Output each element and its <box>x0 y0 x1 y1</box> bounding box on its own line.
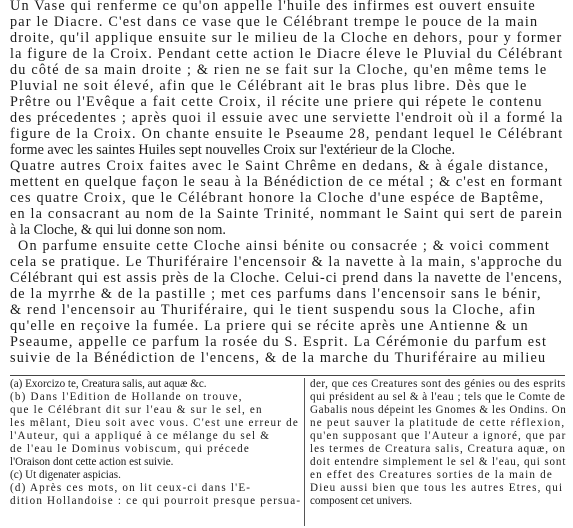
footnote-line: (d) Après ces mots, on lit ceux-ci dans l'E- <box>10 482 252 494</box>
text-line: suivie de la Bénédiction de l'encens, & de la marche du Thuriféraire au milieu <box>10 350 547 366</box>
text-line: cela se pratique. Le Thuriféraire l'encensoir & la navette à la main, s'approche du <box>10 254 563 270</box>
text-line: par le Diacre. C'est dans ce vase que le Célébrant trempe le pouce de la main <box>10 14 539 30</box>
footnote-line: l'Oraison dont cette action est suivie. <box>10 456 174 468</box>
footnote-line: de l'eau le Dominus vobiscum, qui précede <box>10 443 251 455</box>
text-line: Célébrant qui est assis près de la Cloche. Celui-ci prend dans la navette de l'encens, <box>10 270 563 286</box>
footnote-line: (a) Exorcizo te, Creatura salis, aut aquæ &c. <box>10 378 207 390</box>
text-line: Pseaume, appelle ce parfum la rosée du S. Esprit. La Cérémonie du parfum est <box>10 334 548 350</box>
footnote-line: (b) Dans l'Edition de Hollande on trouve, <box>10 391 243 403</box>
text-line: de la myrrhe & de la pastille ; met ces parfums dans l'encensoir sans le bénir, <box>10 286 542 302</box>
footnote-rule <box>10 375 565 376</box>
text-line: forme avec les saintes Huiles sept nouvelles Croix sur l'extérieur de la Cloche. <box>10 142 455 158</box>
text-line: à la Cloche, & qui lui donne son nom. <box>10 222 226 238</box>
footnote-line: qu'en supposant que l'Auteur a ignoré, que par <box>310 430 567 442</box>
footnote-line: que le Célébrant dit sur l'eau & sur le sel, en <box>10 404 263 416</box>
text-line: du côté de sa main droite ; & rien ne se fait sur la Cloche, qu'en même tems le <box>10 62 548 78</box>
text-line: & rend l'encensoir au Thuriféraire, qui le tient suspendu sous la Cloche, afin <box>10 302 537 318</box>
footnote-line: en effet des Creatures sorties de la main de <box>310 469 553 481</box>
footnote-line: der, que ces Creatures sont des génies ou des esprits <box>310 378 566 390</box>
text-line: qu'elle en reçoive la fumée. La priere qui se récite après une Antienne & un <box>10 318 529 334</box>
footnote-line: qui président au sel & à l'eau ; tels que le Comte de <box>310 391 566 403</box>
footnote-line: Dieu aussi bien que tous les autres Etres, qui <box>310 482 564 494</box>
footnote-line: dition Hollandoise : ce qui pourroit presque persua- <box>10 495 302 507</box>
footnote-line: Gabalis nous dépeint les Gnomes & les Ondins. On <box>310 404 567 416</box>
column-divider <box>304 378 305 526</box>
text-line: figure de la Croix. On chante ensuite le Pseaume 28, pendant lequel le Célébrant <box>10 126 564 142</box>
footnote-line: ne peut sauver la platitude de cette réflexion, <box>310 417 566 429</box>
text-line: mettent en quelque façon le seau à la Bénédiction de ce métal ; & c'est en formant <box>10 174 564 190</box>
text-line: droite, qu'il applique ensuite sur le milieu de la Cloche en dehors, pour y former <box>10 30 563 46</box>
footnote-line: les termes de Creatura salis, Creatura aquæ, on <box>310 443 566 455</box>
footnote-line: composent cet univers. <box>310 495 412 507</box>
footnote-line: doit entendre simplement le sel & l'eau, qui sont <box>310 456 567 468</box>
footnote-line: l'Auteur, qui a appliqué à ce mélange du sel & <box>10 430 271 442</box>
text-line: On parfume ensuite cette Cloche ainsi bénite ou consacrée ; & voici comment <box>18 238 551 254</box>
text-line: ces quatre Croix, que le Célébrant honore la Cloche d'une espéce de Baptême, <box>10 190 545 206</box>
text-line: Prêtre ou l'Evêque a fait cette Croix, il récite une priere qui répete le contenu <box>10 94 543 110</box>
text-line: des précedentes ; après quoi il essuie avec une serviette l'endroit où il a formé la <box>10 110 564 126</box>
text-line: Pluvial ne soit élevé, afin que le Célébrant ait le bras plus libre. Dès que le <box>10 78 528 94</box>
footnote-line: les mêlant, Dieu soit avec vous. C'est une erreur de <box>10 417 299 429</box>
text-line: la figure de la Croix. Pendant cette action le Diacre éleve le Pluvial du Célébrant <box>10 46 564 62</box>
text-line: Quatre autres Croix faites avec le Saint Chrême en dedans, & à égale distance, <box>10 158 550 174</box>
footnote-line: (c) Ut digenater aspicias. <box>10 469 121 481</box>
text-line: Un Vase qui renferme ce qu'on appelle l'huile des infirmes est ouvert ensuite <box>10 0 536 14</box>
text-line: en la consacrant au nom de la Sainte Trinité, nommant le Saint qui sert de parein <box>10 206 564 222</box>
